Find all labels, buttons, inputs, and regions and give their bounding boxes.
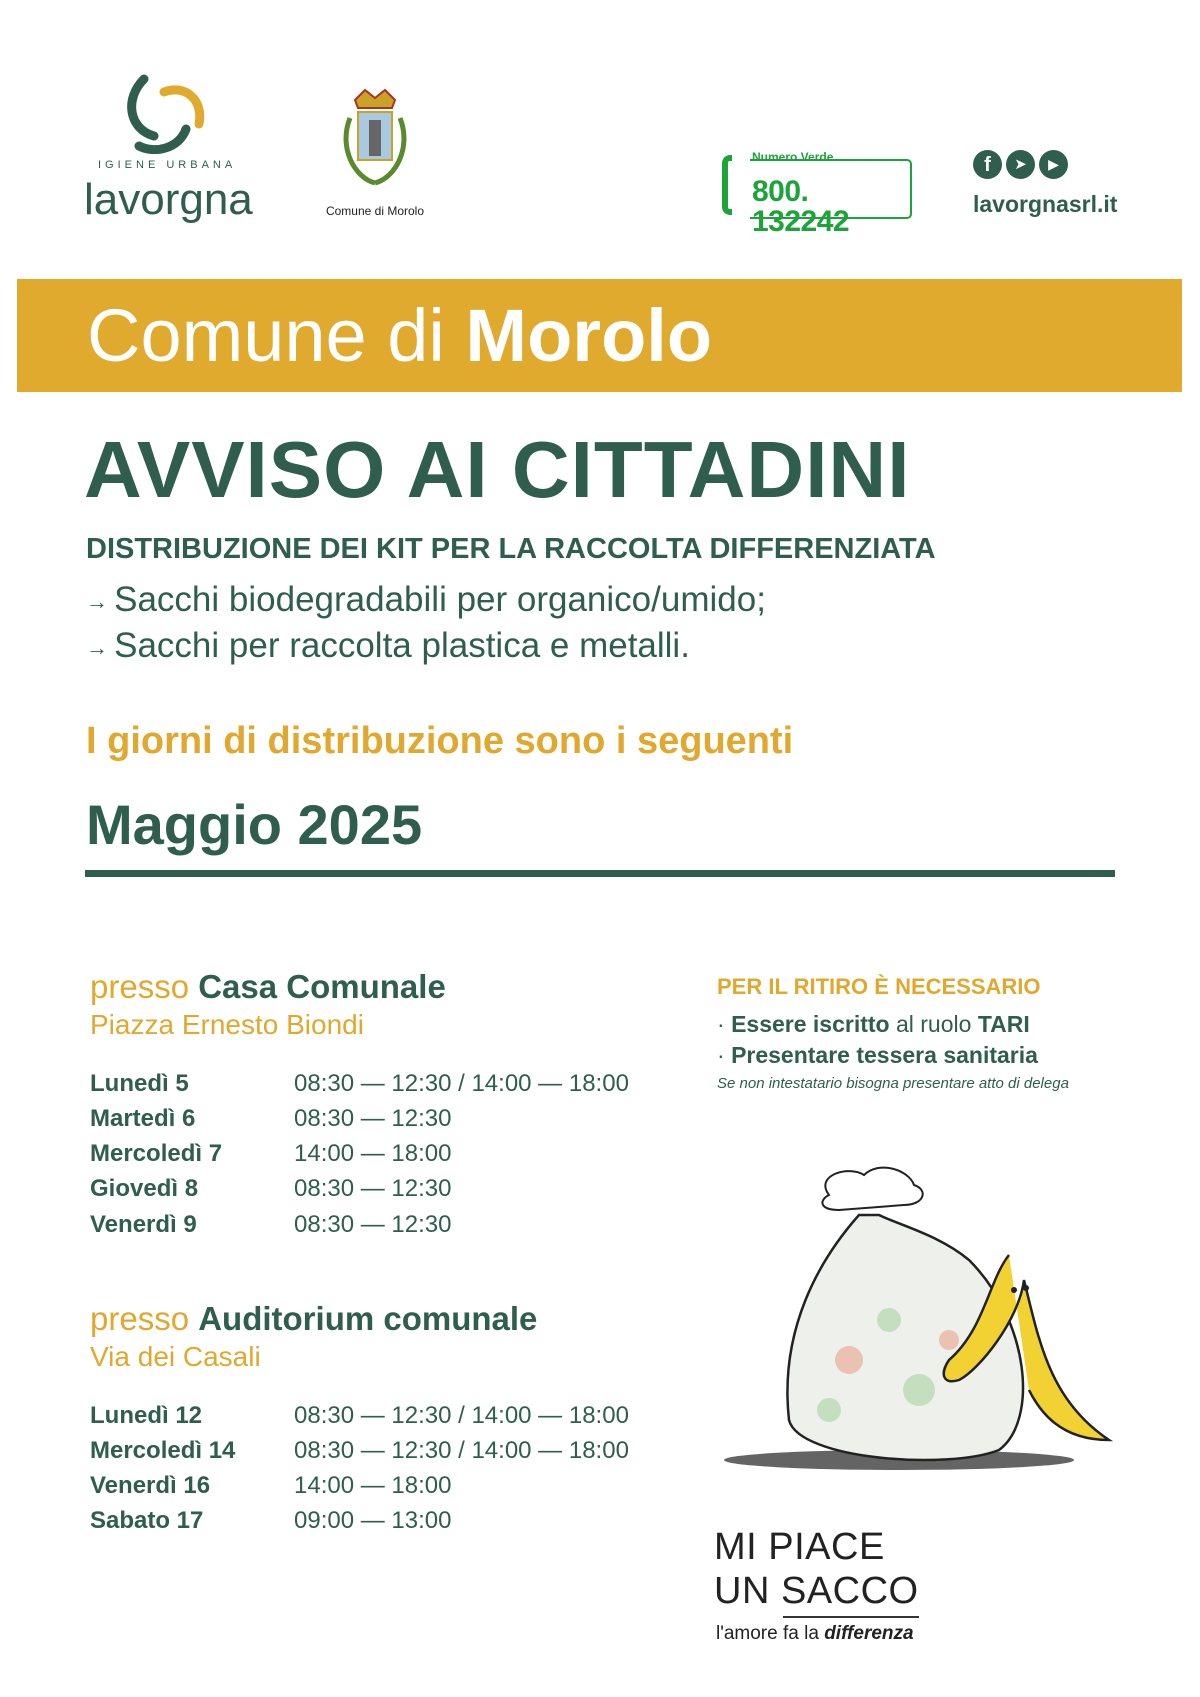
location-name: Casa Comunale [198, 968, 446, 1005]
day: Venerdì 16 [90, 1472, 211, 1499]
bag-banana-illustration [719, 1160, 1129, 1490]
schedule-row [90, 1177, 690, 1205]
schedule-row [90, 1072, 690, 1100]
req-bold: Presentare tessera sanitaria [731, 1042, 1038, 1068]
item-organic [86, 582, 766, 617]
tagline-emphasis: differenza [824, 1623, 914, 1644]
notice-subtitle: DISTRIBUZIONE DEI KIT PER LA RACCOLTA DIFFERENZIATA [86, 533, 936, 565]
schedule-row [90, 1439, 690, 1467]
banner-town: Morolo [465, 294, 713, 377]
item-text: Sacchi biodegradabili per organico/umido; [114, 580, 766, 619]
req-mid: al ruolo [889, 1011, 978, 1037]
time: 08:30 — 12:30 [294, 1211, 452, 1238]
schedule-row [90, 1474, 690, 1502]
logo-name: lavorgna [84, 175, 253, 224]
day: Giovedì 8 [90, 1175, 199, 1202]
crest-caption: Comune di Morolo [325, 204, 425, 218]
slogan-underline [783, 1616, 919, 1618]
location-casa-comunale [90, 970, 446, 1003]
day: Martedì 6 [90, 1105, 196, 1132]
schedule-row [90, 1404, 690, 1432]
requirement-card: · Presentare tessera sanitaria [717, 1042, 1038, 1068]
schedule-row [90, 1107, 690, 1135]
time: 14:00 — 18:00 [294, 1472, 452, 1499]
lavorgna-logo [84, 74, 253, 229]
day: Mercoledì 14 [90, 1437, 236, 1464]
day: Venerdì 9 [90, 1211, 197, 1238]
time: 08:30 — 12:30 [294, 1175, 452, 1202]
location-auditorium [90, 1302, 537, 1335]
arrow-icon: → [86, 588, 115, 614]
arrow-icon: → [86, 634, 115, 660]
days-intro: I giorni di distribuzione sono i seguenti [86, 720, 794, 762]
item-text: Sacchi per raccolta plastica e metalli. [114, 626, 690, 665]
presso-label: presso [90, 968, 199, 1005]
day: Mercoledì 7 [90, 1140, 223, 1167]
schedule-row [90, 1213, 690, 1241]
toll-free-label: Numero Verde [752, 150, 834, 164]
toll-free-number: 800. 132242 [752, 175, 850, 238]
slogan-line1: MI PIACE [714, 1526, 885, 1568]
presso-label: presso [90, 1300, 199, 1337]
time: 08:30 — 12:30 [294, 1105, 452, 1132]
req-end: TARI [977, 1011, 1030, 1037]
schedule-row [90, 1142, 690, 1170]
comune-crest [310, 88, 440, 223]
town-banner [17, 279, 1182, 392]
day: Lunedì 5 [90, 1070, 189, 1097]
time: 08:30 — 12:30 / 14:00 — 18:00 [294, 1070, 629, 1097]
schedule-row [90, 1509, 690, 1537]
social-icons [973, 150, 1068, 179]
req-bold: Essere iscritto [731, 1011, 890, 1037]
location-name: Auditorium comunale [198, 1300, 538, 1337]
logo-subtitle: IGIENE URBANA [98, 159, 237, 171]
youtube-icon[interactable]: ▶ [1039, 150, 1068, 179]
delegation-note: Se non intestatario bisogna presentare atto di delega [717, 1075, 1069, 1092]
slogan-line2: UN SACCO [714, 1570, 919, 1612]
lavorgna-swirl-icon [124, 74, 214, 154]
toll-free-box[interactable] [722, 150, 912, 238]
telegram-icon[interactable]: ➤ [1006, 150, 1035, 179]
day: Sabato 17 [90, 1507, 204, 1534]
time: 08:30 — 12:30 / 14:00 — 18:00 [294, 1437, 629, 1464]
crest-icon [330, 88, 420, 193]
requirement-tari: · Essere iscritto al ruolo TARI [717, 1011, 1030, 1037]
divider [85, 870, 1115, 877]
location-address: Piazza Ernesto Biondi [90, 1009, 364, 1040]
banner-prefix: Comune di [87, 294, 466, 377]
item-plastic [86, 628, 690, 663]
tagline-text: l'amore fa la [716, 1623, 825, 1644]
location-address: Via dei Casali [90, 1341, 261, 1372]
phone-handset-icon [722, 155, 732, 215]
month-heading: Maggio 2025 [86, 793, 423, 856]
time: 09:00 — 13:00 [294, 1507, 452, 1534]
time: 14:00 — 18:00 [294, 1140, 452, 1167]
slogan-tagline [716, 1624, 914, 1643]
notice-title: AVVISO AI CITTADINI [84, 425, 911, 514]
requirements-title: PER IL RITIRO È NECESSARIO [717, 974, 1041, 999]
day: Lunedì 12 [90, 1402, 203, 1429]
banner-title [87, 294, 713, 377]
time: 08:30 — 12:30 / 14:00 — 18:00 [294, 1402, 629, 1429]
facebook-icon[interactable]: f [973, 150, 1002, 179]
website-link[interactable]: lavorgnasrl.it [973, 191, 1118, 217]
